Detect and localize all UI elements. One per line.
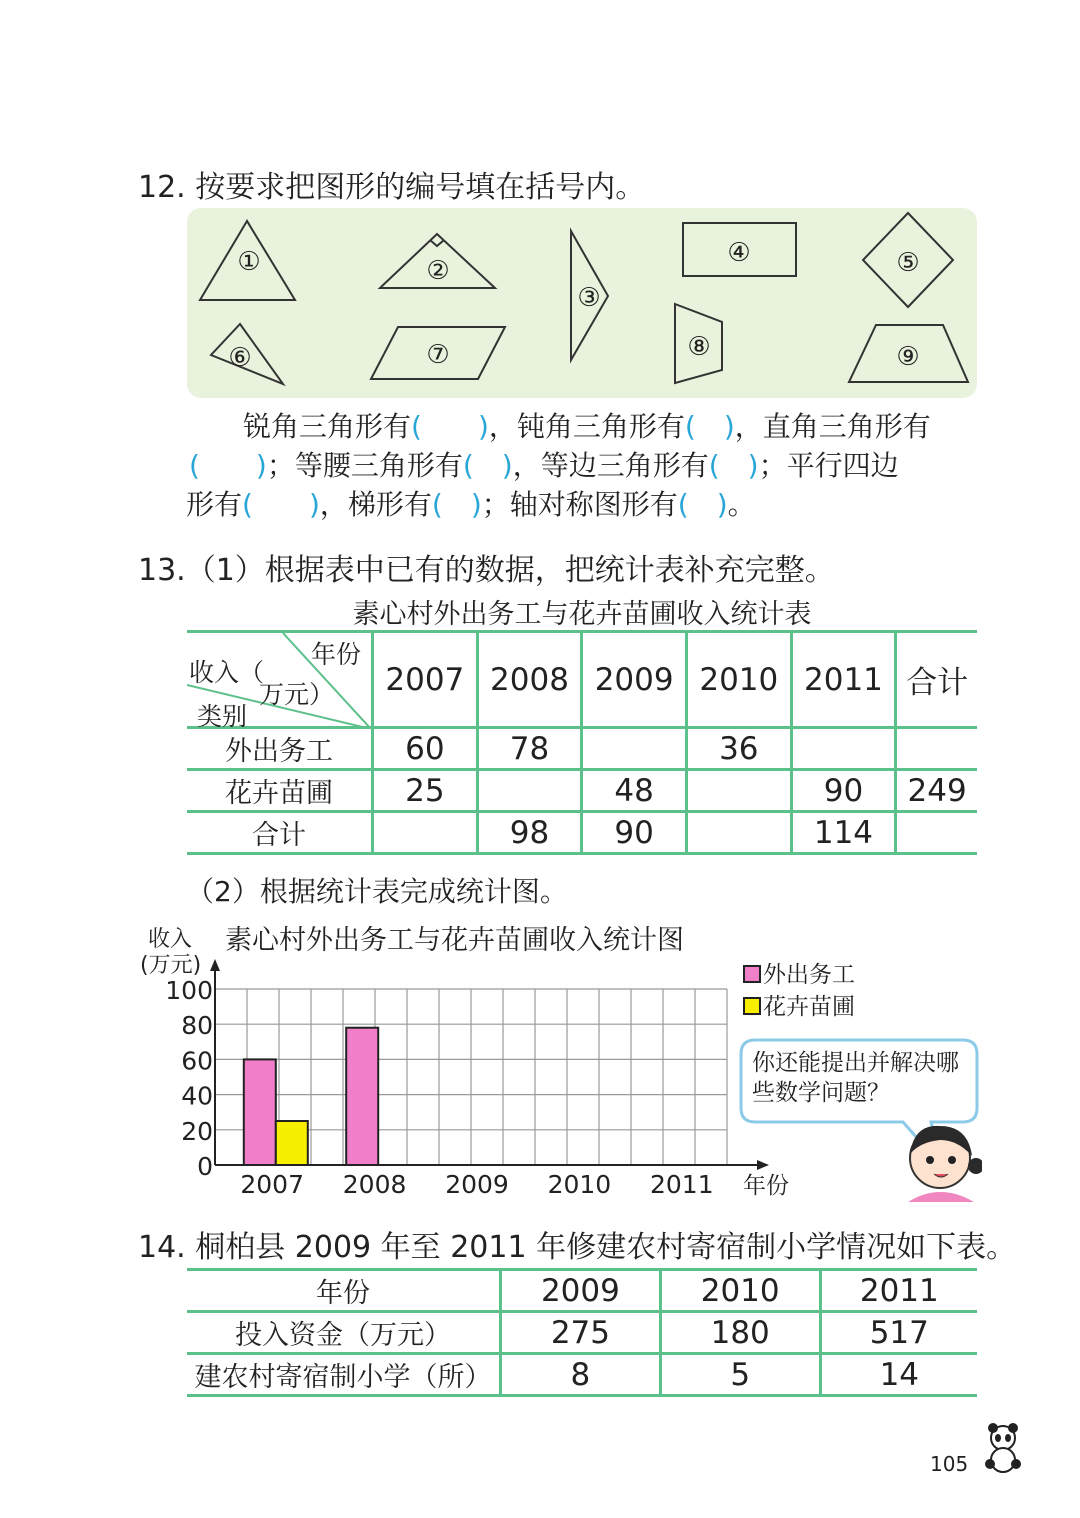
school-table <box>187 1268 977 1397</box>
shape-label: ⑤ <box>896 248 920 278</box>
answer-blank[interactable]: ( ) <box>708 449 759 482</box>
answer-blank[interactable]: ( ) <box>242 488 320 521</box>
shape-label: ⑨ <box>896 342 920 372</box>
speech-text: 你还能提出并解决哪 些数学问题？ <box>752 1050 959 1106</box>
header-income: 收入（ <box>189 658 265 687</box>
x-axis-label: 年份 <box>743 1173 789 1199</box>
y-tick-label: 60 <box>181 1046 213 1076</box>
answer-blank[interactable]: ( ) <box>677 488 728 521</box>
legend-swatch <box>744 998 760 1014</box>
q12-line-2: ( )；等腰三角形有( )，等边三角形有( )；平行四边 <box>189 449 899 482</box>
table-cell: 517 <box>820 1312 977 1354</box>
table-cell: 90 <box>791 770 896 812</box>
table-cell: 180 <box>660 1312 820 1354</box>
diagonal-header-cell <box>187 632 373 731</box>
row-label: 投入资金（万元） <box>187 1312 501 1354</box>
bar <box>276 1121 308 1165</box>
col-header: 2011 <box>791 632 896 728</box>
q14-title: 14. 桐柏县 2009 年至 2011 年修建农村寄宿制小学情况如下表。 <box>138 1230 1017 1265</box>
shape-label: ① <box>237 247 261 277</box>
table-cell[interactable] <box>686 770 791 812</box>
table-row <box>187 1312 977 1354</box>
shape-label: ⑦ <box>426 340 450 370</box>
income-table <box>187 630 977 855</box>
q13-part1: 13.（1）根据表中已有的数据，把统计表补充完整。 <box>138 553 835 588</box>
x-tick-label: 2008 <box>342 1170 407 1199</box>
table-cell: 14 <box>820 1354 977 1396</box>
col-header: 2011 <box>820 1270 977 1312</box>
table-cell[interactable] <box>896 812 977 854</box>
bar <box>346 1028 378 1165</box>
table-cell[interactable] <box>477 770 582 812</box>
legend-label: 外出务工 <box>763 962 855 988</box>
chart-title: 素心村外出务工与花卉苗圃收入统计图 <box>225 925 684 956</box>
y-tick-label: 80 <box>181 1011 213 1041</box>
x-tick-label: 2009 <box>445 1170 509 1199</box>
col-header: 2009 <box>501 1270 661 1312</box>
shape-label: ③ <box>577 283 601 313</box>
table-cell: 8 <box>501 1354 661 1396</box>
answer-blank[interactable]: ( ) <box>431 488 482 521</box>
shape-label: ⑥ <box>228 343 252 373</box>
page-number: 105 <box>930 1452 969 1476</box>
col-header: 2010 <box>686 632 791 728</box>
col-header: 2009 <box>582 632 687 728</box>
legend-swatch <box>744 966 760 982</box>
col-header: 2010 <box>660 1270 820 1312</box>
table-row <box>187 1354 977 1396</box>
table-cell: 48 <box>582 770 687 812</box>
table-title: 素心村外出务工与花卉苗圃收入统计表 <box>352 599 812 630</box>
answer-blank[interactable]: ( ) <box>684 410 735 443</box>
y-tick-label: 100 <box>165 976 213 1005</box>
table-cell[interactable] <box>791 728 896 770</box>
table-row <box>187 770 977 812</box>
table-cell: 249 <box>896 770 977 812</box>
y-tick-label: 20 <box>181 1116 213 1146</box>
answer-blank[interactable]: ( ) <box>411 410 489 443</box>
table-cell[interactable] <box>686 812 791 854</box>
table-cell: 114 <box>791 812 896 854</box>
table-cell[interactable] <box>373 812 478 854</box>
row-label: 合计 <box>187 812 373 854</box>
col-header: 年份 <box>187 1270 501 1312</box>
header-year: 年份 <box>311 640 362 669</box>
row-label: 建农村寄宿制小学（所） <box>187 1354 501 1396</box>
table-cell: 98 <box>477 812 582 854</box>
x-tick-label: 2011 <box>649 1170 714 1199</box>
q12-line-3: 形有( )，梯形有( )；轴对称图形有( )。 <box>186 488 756 521</box>
x-tick-label: 2010 <box>547 1170 612 1199</box>
row-label: 花卉苗圃 <box>187 770 373 812</box>
y-axis-unit: (万元) <box>140 953 202 978</box>
col-header: 合计 <box>896 632 977 728</box>
table-header-row <box>187 1270 977 1312</box>
girl-illustration <box>898 1118 982 1202</box>
table-cell: 36 <box>686 728 791 770</box>
answer-blank[interactable]: ( ) <box>189 449 267 482</box>
q12-line-1: 锐角三角形有( )，钝角三角形有( )，直角三角形有 <box>243 410 931 443</box>
col-header: 2008 <box>477 632 582 728</box>
q13-part2: （2）根据统计表完成统计图。 <box>186 875 568 908</box>
x-tick-label: 2007 <box>240 1170 305 1199</box>
panda-icon <box>978 1420 1028 1476</box>
shape-label: ⑧ <box>687 332 711 362</box>
y-tick-label: 0 <box>197 1152 213 1181</box>
table-cell: 5 <box>660 1354 820 1396</box>
table-row <box>187 728 977 770</box>
col-header: 2007 <box>373 632 478 728</box>
shape-label: ④ <box>727 238 751 268</box>
answer-blank[interactable]: ( ) <box>462 449 513 482</box>
bar <box>244 1059 276 1165</box>
legend-label: 花卉苗圃 <box>763 994 855 1020</box>
table-cell: 90 <box>582 812 687 854</box>
table-cell: 275 <box>501 1312 661 1354</box>
y-axis-arrow <box>210 959 220 971</box>
table-cell[interactable] <box>896 728 977 770</box>
table-cell: 25 <box>373 770 478 812</box>
table-row <box>187 812 977 854</box>
row-label: 外出务工 <box>187 728 373 770</box>
y-axis-label: 收入 <box>148 927 193 952</box>
header-unit: 万元） <box>259 680 335 709</box>
q12-title: 12. 按要求把图形的编号填在括号内。 <box>138 170 646 205</box>
table-cell: 60 <box>373 728 478 770</box>
shapes-figure <box>0 0 1080 420</box>
y-tick-label: 40 <box>181 1081 213 1111</box>
shape-label: ② <box>426 256 450 286</box>
table-cell: 78 <box>477 728 582 770</box>
header-category: 类别 <box>197 702 248 731</box>
table-cell[interactable] <box>582 728 687 770</box>
